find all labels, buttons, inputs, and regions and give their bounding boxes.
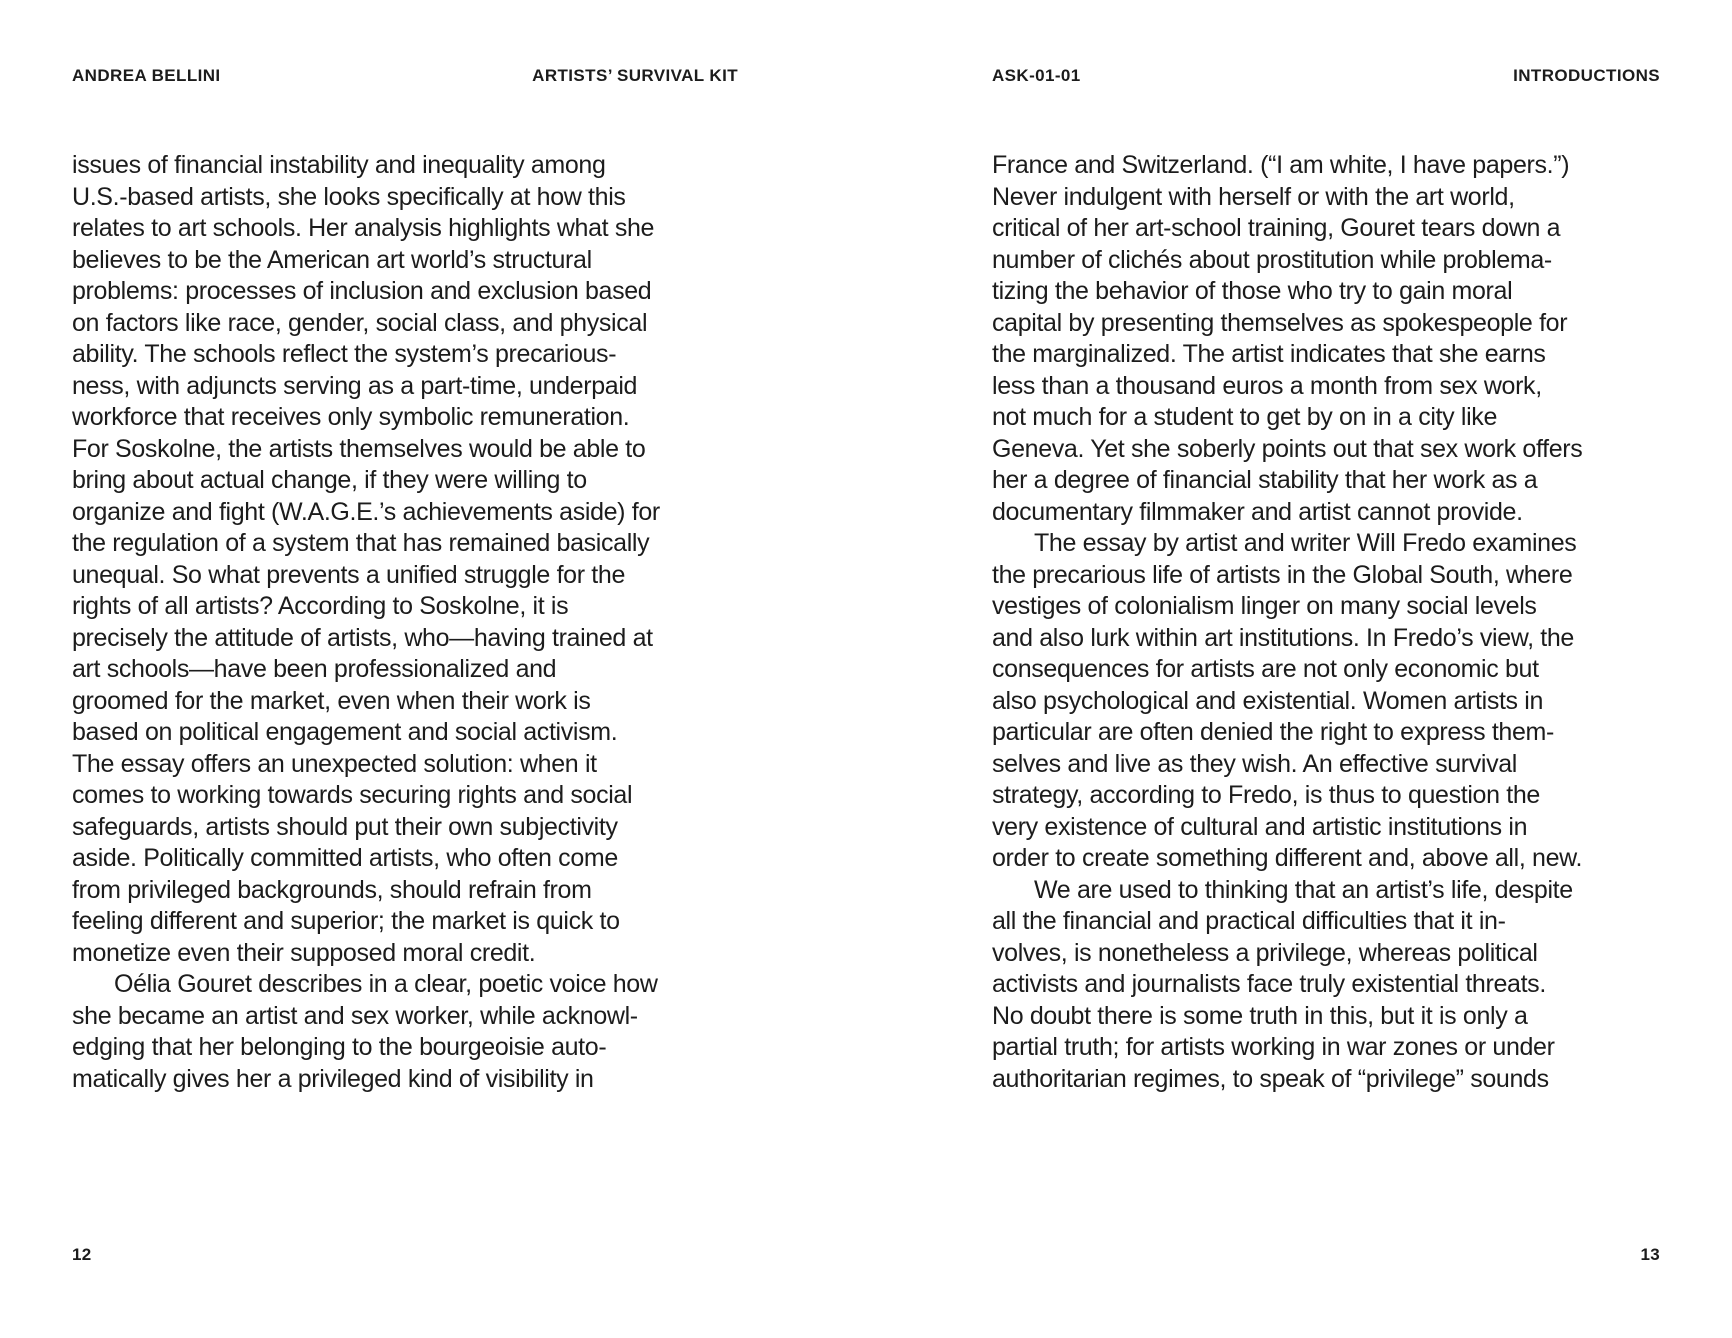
body-text-line: authoritarian regimes, to speak of “privilege” sounds xyxy=(992,1064,1549,1093)
body-text-line: not much for a student to get by on in a city like xyxy=(992,403,1498,431)
body-text-line: bring about actual change, if they were willing to xyxy=(72,466,587,494)
body-text-line: art schools—have been professionalized and xyxy=(72,655,557,683)
body-text-line: the regulation of a system that has remained basically xyxy=(72,529,650,557)
body-text-line: monetize even their supposed moral credit. xyxy=(72,938,536,967)
body-text-line: safeguards, artists should put their own subjectivity xyxy=(72,812,618,841)
running-head-book-title: ARTISTS’ SURVIVAL KIT xyxy=(532,66,738,85)
body-text-line: particular are often denied the right to express them- xyxy=(992,718,1554,746)
body-text-line: order to create something different and, above all, new. xyxy=(992,844,1583,872)
body-text-line: activists and journalists face truly existential threats. xyxy=(992,970,1546,998)
left-page-body-text xyxy=(72,150,738,1095)
body-text-line: and also lurk within art institutions. In Fredo’s view, the xyxy=(992,623,1574,652)
body-text-line: relates to art schools. Her analysis highlights what she xyxy=(72,214,655,242)
body-text-line: strategy, according to Fredo, is thus to question the xyxy=(992,781,1540,809)
running-head-right-page xyxy=(992,66,1660,88)
body-text-line: her a degree of financial stability that her work as a xyxy=(992,466,1538,494)
page-number-right: 13 xyxy=(1640,1245,1660,1264)
body-text-line: ness, with adjuncts serving as a part-time, underpaid xyxy=(72,371,638,400)
body-text-line: volves, is nonetheless a privilege, whereas political xyxy=(992,938,1538,967)
body-text-line: France and Switzerland. (“I am white, I have papers.”) xyxy=(992,151,1570,179)
body-text-line: edging that her belonging to the bourgeoisie auto- xyxy=(72,1033,607,1061)
body-text-line: U.S.-based artists, she looks specifically at how this xyxy=(72,182,626,211)
body-text-line: she became an artist and sex worker, while acknowl- xyxy=(72,1001,638,1030)
body-text-line: matically gives her a privileged kind of visibility in xyxy=(72,1064,594,1093)
body-text-line: Oélia Gouret describes in a clear, poetic voice how xyxy=(114,970,658,998)
body-text-line: tizing the behavior of those who try to gain moral xyxy=(992,277,1513,305)
body-text-line: Never indulgent with herself or with the art world, xyxy=(992,182,1515,211)
body-text-line: capital by presenting themselves as spokespeople for xyxy=(992,308,1568,337)
body-text-line: Geneva. Yet she soberly points out that sex work offers xyxy=(992,434,1583,463)
body-text-line: unequal. So what prevents a unified struggle for the xyxy=(72,560,626,589)
body-text-line: organize and fight (W.A.G.E.’s achievements aside) for xyxy=(72,497,660,526)
body-text-line: comes to working towards securing rights and social xyxy=(72,781,633,809)
running-head-section-title: INTRODUCTIONS xyxy=(1513,66,1660,85)
right-page-body-text xyxy=(992,150,1660,1095)
body-text-line: the precarious life of artists in the Global South, where xyxy=(992,560,1573,589)
body-text-line: documentary filmmaker and artist cannot provide. xyxy=(992,497,1523,526)
body-text-line: The essay offers an unexpected solution: when it xyxy=(72,749,597,778)
running-head-author: ANDREA BELLINI xyxy=(72,66,221,85)
body-text-line: the marginalized. The artist indicates that she earns xyxy=(992,340,1546,368)
body-text-line: rights of all artists? According to Soskolne, it is xyxy=(72,592,569,620)
body-text-line: No doubt there is some truth in this, but it is only a xyxy=(992,1001,1528,1030)
body-text-line: ability. The schools reflect the system’s precarious- xyxy=(72,340,617,368)
running-head-left-page xyxy=(72,66,738,88)
body-text-line: We are used to thinking that an artist’s life, despite xyxy=(1034,875,1573,904)
body-text-line: problems: processes of inclusion and exclusion based xyxy=(72,277,652,305)
body-text-line: consequences for artists are not only economic but xyxy=(992,655,1539,683)
body-text-line: believes to be the American art world’s structural xyxy=(72,245,592,274)
body-text-line: all the financial and practical difficulties that it in- xyxy=(992,907,1506,935)
body-text-line: precisely the attitude of artists, who—having trained at xyxy=(72,623,653,652)
body-text-line: from privileged backgrounds, should refrain from xyxy=(72,875,592,904)
body-text-line: number of clichés about prostitution while problema- xyxy=(992,245,1552,274)
body-text-line: aside. Politically committed artists, who often come xyxy=(72,844,618,872)
body-text-line: critical of her art-school training, Gouret tears down a xyxy=(992,214,1561,242)
body-text-line: groomed for the market, even when their work is xyxy=(72,686,591,715)
body-text-line: selves and live as they wish. An effective survival xyxy=(992,749,1518,778)
running-head-section-code: ASK-01-01 xyxy=(992,66,1081,85)
body-text-line: partial truth; for artists working in war zones or under xyxy=(992,1033,1555,1061)
body-text-line: on factors like race, gender, social class, and physical xyxy=(72,308,648,337)
body-text-line: vestiges of colonialism linger on many social levels xyxy=(992,592,1537,620)
body-text-line: also psychological and existential. Women artists in xyxy=(992,686,1544,715)
body-text-line: The essay by artist and writer Will Fredo examines xyxy=(1034,529,1577,557)
body-text-line: issues of financial instability and inequality among xyxy=(72,151,606,179)
body-text-line: feeling different and superior; the market is quick to xyxy=(72,907,620,935)
body-text-line: based on political engagement and social activism. xyxy=(72,718,618,746)
body-text-line: workforce that receives only symbolic remuneration. xyxy=(72,403,630,431)
body-text-line: less than a thousand euros a month from sex work, xyxy=(992,371,1542,400)
body-text-line: very existence of cultural and artistic institutions in xyxy=(992,812,1528,841)
page-number-left: 12 xyxy=(72,1245,92,1264)
body-text-line: For Soskolne, the artists themselves would be able to xyxy=(72,434,646,463)
